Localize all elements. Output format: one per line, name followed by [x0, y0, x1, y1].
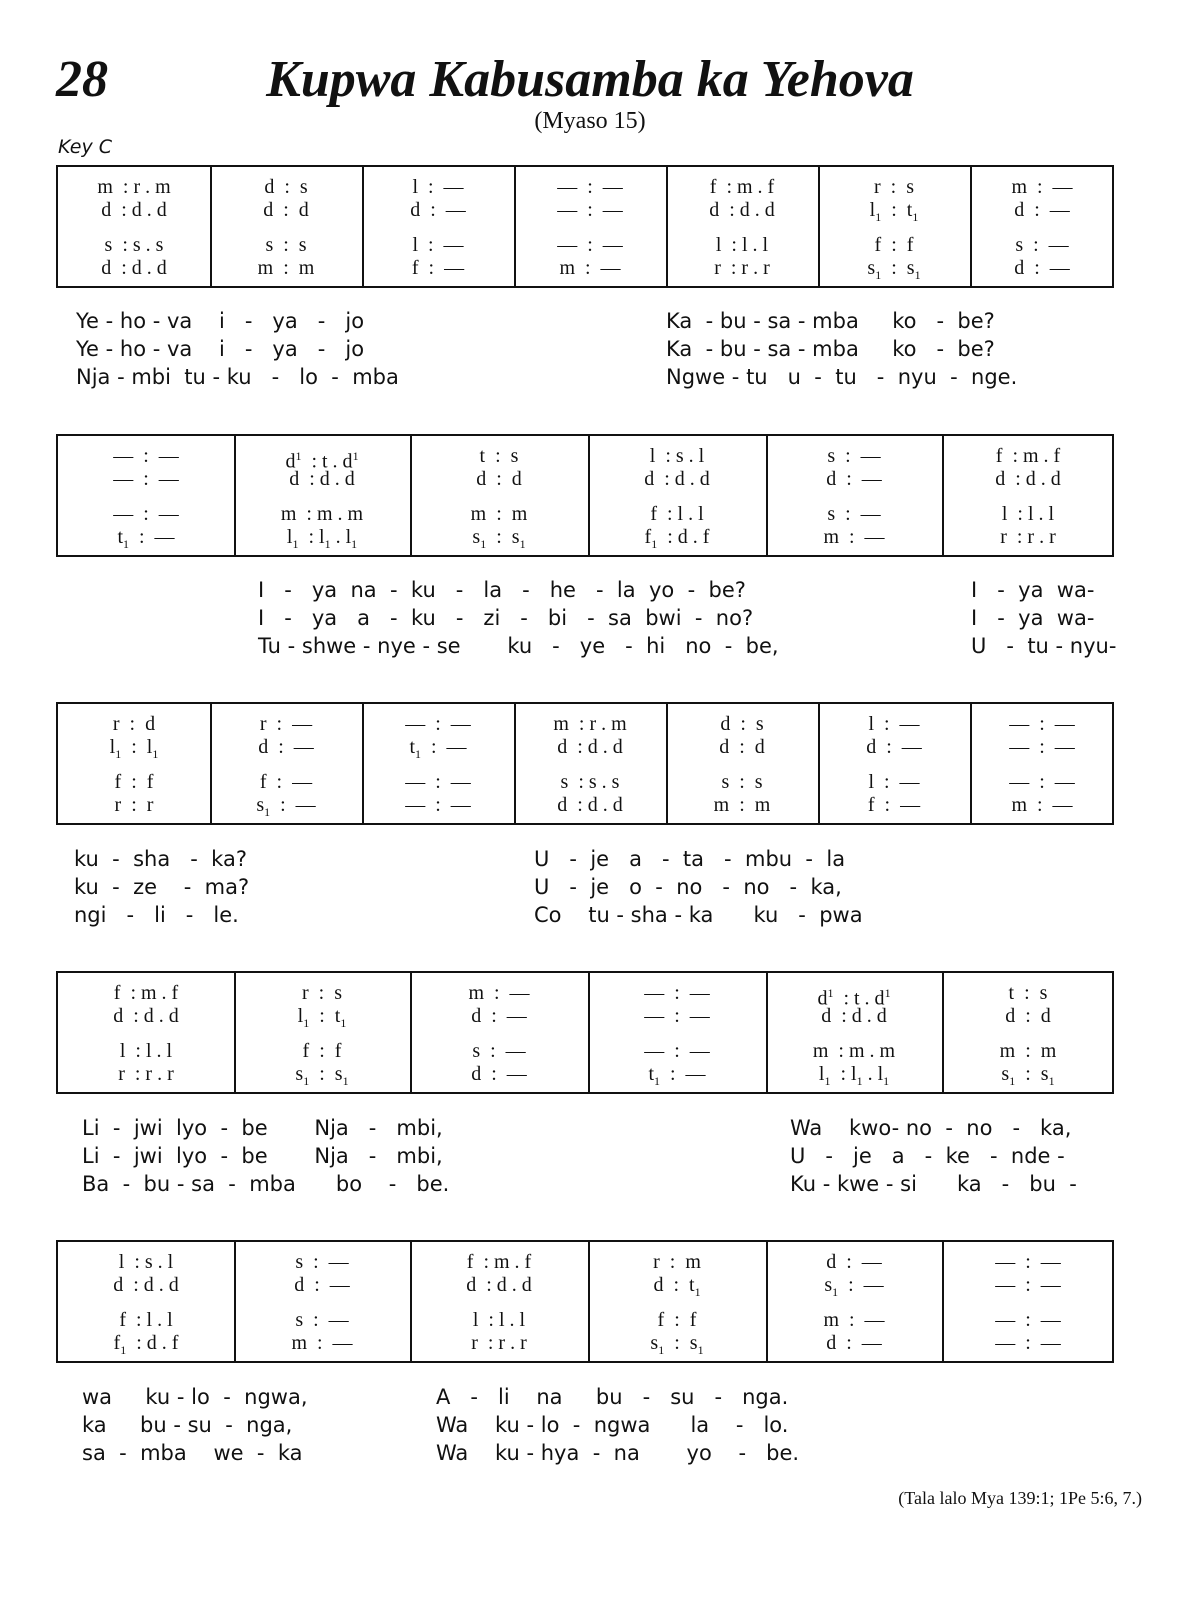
- solfa-note-cell: m : m . m: [280, 503, 364, 525]
- bar-line: [410, 1242, 412, 1361]
- solfa-note-cell: d : s: [720, 713, 764, 735]
- solfa-note-cell: d : d . d: [113, 1005, 179, 1027]
- solfa-note-cell: m : —: [823, 1309, 885, 1331]
- bar-line: [818, 167, 820, 286]
- solfa-note-cell: $s_1$ : $s_1$: [295, 1063, 349, 1088]
- solfa-note-cell: d : d: [1005, 1005, 1051, 1027]
- solfa-note-cell: $s_1$ : $s_1$: [650, 1332, 704, 1357]
- bar-line: [234, 1242, 236, 1361]
- solfa-note-cell: — : —: [995, 1274, 1061, 1296]
- lyric-line: Wa kwo- no - no - ka,: [790, 1116, 1072, 1140]
- solfa-note-cell: s : —: [827, 445, 881, 467]
- lyric-line: sa - mba we - ka: [82, 1441, 303, 1465]
- solfa-note-cell: f : f: [874, 234, 914, 256]
- solfa-note-cell: m : —: [1011, 176, 1073, 198]
- solfa-note-cell: r : r: [114, 794, 154, 816]
- solfa-note-cell: — : —: [405, 794, 471, 816]
- solfa-note-cell: d : —: [410, 199, 466, 221]
- solfa-note-cell: r : r . r: [118, 1063, 174, 1085]
- solfa-note-cell: m : —: [823, 526, 885, 548]
- lyric-line: U - je a - ta - mbu - la: [534, 847, 846, 871]
- solfa-note-cell: — : —: [1009, 736, 1075, 758]
- lyric-line: Ye - ho - va i - ya - jo: [76, 309, 365, 333]
- solfa-note-cell: — : —: [113, 503, 179, 525]
- music-system: [56, 165, 1114, 288]
- solfa-note-cell: $s_1$ : $s_1$: [472, 526, 526, 551]
- lyric-line: I - ya na - ku - la - he - la yo - be?: [258, 578, 746, 602]
- lyric-line: Ka - bu - sa - mba ko - be?: [666, 309, 995, 333]
- solfa-note-cell: $t_1$ : —: [117, 526, 175, 551]
- lyric-line: U - tu - nyu-: [971, 634, 1117, 658]
- bar-line: [970, 704, 972, 823]
- solfa-note-cell: — : —: [995, 1309, 1061, 1331]
- solfa-note-cell: d : d . d: [557, 736, 623, 758]
- solfa-note-cell: d : —: [826, 1332, 882, 1354]
- lyric-line: Tu - shwe - nye - se ku - ye - hi no - be,: [258, 634, 779, 658]
- solfa-note-cell: $s_1$ : $s_1$: [867, 257, 921, 282]
- solfa-note-cell: r : d: [112, 713, 156, 735]
- bar-line: [942, 436, 944, 555]
- bar-line: [410, 436, 412, 555]
- solfa-note-cell: f : l . l: [119, 1309, 173, 1331]
- solfa-note-cell: r : —: [259, 713, 313, 735]
- solfa-note-cell: m : m: [713, 794, 771, 816]
- bar-line: [362, 704, 364, 823]
- bar-line: [766, 436, 768, 555]
- music-system: [56, 971, 1114, 1094]
- solfa-note-cell: — : —: [644, 1040, 710, 1062]
- lyric-line: Ka - bu - sa - mba ko - be?: [666, 337, 995, 361]
- lyric-line: ku - sha - ka?: [74, 847, 247, 871]
- bar-line: [766, 973, 768, 1092]
- lyric-line: I - ya wa-: [971, 578, 1095, 602]
- solfa-note-cell: $l_1$ : $t_1$: [297, 1005, 347, 1030]
- solfa-note-cell: d : —: [294, 1274, 350, 1296]
- solfa-note-cell: d : s: [264, 176, 308, 198]
- solfa-note-cell: t : s: [1008, 982, 1048, 1004]
- solfa-note-cell: $f_1$ : d . f: [644, 526, 710, 551]
- solfa-note-cell: $t_1$ : —: [409, 736, 467, 761]
- bar-line: [818, 704, 820, 823]
- lyric-line: I - ya wa-: [971, 606, 1095, 630]
- solfa-note-cell: d : —: [471, 1063, 527, 1085]
- solfa-note-cell: l : l . l: [1001, 503, 1055, 525]
- bar-line: [588, 1242, 590, 1361]
- bar-line: [970, 167, 972, 286]
- key-signature: Key C: [58, 136, 113, 158]
- solfa-note-cell: d : —: [866, 736, 922, 758]
- bar-line: [234, 973, 236, 1092]
- solfa-note-cell: m : —: [468, 982, 530, 1004]
- solfa-note-cell: r : s: [302, 982, 342, 1004]
- bar-line: [210, 167, 212, 286]
- solfa-note-cell: r : r . r: [1000, 526, 1056, 548]
- bar-line: [942, 1242, 944, 1361]
- solfa-note-cell: f : m . f: [113, 982, 179, 1004]
- solfa-note-cell: s : s . s: [560, 771, 620, 793]
- solfa-note-cell: d : d: [719, 736, 765, 758]
- solfa-note-cell: d : d . d: [101, 199, 167, 221]
- solfa-note-cell: f : m . f: [466, 1251, 532, 1273]
- bar-line: [588, 436, 590, 555]
- hymn-number: 28: [56, 51, 108, 108]
- solfa-note-cell: $t_1$ : —: [648, 1063, 706, 1088]
- solfa-note-cell: d : —: [826, 1251, 882, 1273]
- solfa-note-cell: — : —: [557, 176, 623, 198]
- solfa-note-cell: l : l . l: [119, 1040, 173, 1062]
- solfa-note-cell: — : —: [557, 199, 623, 221]
- lyric-line: Ngwe - tu u - tu - nyu - nge.: [666, 365, 1018, 389]
- bar-line: [666, 167, 668, 286]
- solfa-note-cell: d : d . d: [995, 468, 1061, 490]
- lyric-line: ka bu - su - nga,: [82, 1413, 293, 1437]
- solfa-note-cell: s : —: [295, 1251, 349, 1273]
- solfa-note-cell: — : —: [1009, 771, 1075, 793]
- bar-line: [514, 704, 516, 823]
- solfa-note-cell: d : d . d: [113, 1274, 179, 1296]
- solfa-note-cell: r : r . r: [714, 257, 770, 279]
- solfa-note-cell: l : —: [868, 771, 920, 793]
- solfa-note-cell: d : d . d: [466, 1274, 532, 1296]
- lyric-line: A - li na bu - su - nga.: [436, 1385, 789, 1409]
- solfa-note-cell: l : —: [412, 234, 464, 256]
- solfa-note-cell: f : —: [411, 257, 465, 279]
- solfa-note-cell: d : —: [258, 736, 314, 758]
- music-system: [56, 434, 1114, 557]
- solfa-note-cell: r : r . r: [471, 1332, 527, 1354]
- solfa-note-cell: d : —: [826, 468, 882, 490]
- solfa-note-cell: $l_1$ : $l_1$ . $l_1$: [818, 1063, 890, 1088]
- bar-line: [942, 973, 944, 1092]
- bar-line: [410, 973, 412, 1092]
- solfa-note-cell: $s_1$ : —: [824, 1274, 884, 1299]
- solfa-note-cell: d : d . d: [821, 1005, 887, 1027]
- solfa-note-cell: — : —: [405, 713, 471, 735]
- bar-line: [514, 167, 516, 286]
- lyric-line: Ye - ho - va i - ya - jo: [76, 337, 365, 361]
- bar-line: [588, 973, 590, 1092]
- lyric-line: U - je o - no - no - ka,: [534, 875, 842, 899]
- solfa-note-cell: l : —: [412, 176, 464, 198]
- lyric-line: U - je a - ke - nde -: [790, 1144, 1065, 1168]
- music-system: [56, 702, 1114, 825]
- solfa-note-cell: — : —: [405, 771, 471, 793]
- bar-line: [766, 1242, 768, 1361]
- hymn-title: Kupwa Kabusamba ka Yehova: [266, 51, 914, 108]
- solfa-note-cell: d : d . d: [289, 468, 355, 490]
- solfa-note-cell: — : —: [1009, 713, 1075, 735]
- solfa-note-cell: d : —: [1014, 257, 1070, 279]
- solfa-note-cell: f : —: [867, 794, 921, 816]
- solfa-note-cell: $s_1$ : $s_1$: [1001, 1063, 1055, 1088]
- solfa-note-cell: f : f: [302, 1040, 342, 1062]
- bar-line: [362, 167, 364, 286]
- solfa-note-cell: s : —: [827, 503, 881, 525]
- lyric-line: I - ya a - ku - zi - bi - sa bwi - no?: [258, 606, 754, 630]
- solfa-note-cell: m : m: [470, 503, 528, 525]
- solfa-note-cell: f : m . f: [709, 176, 775, 198]
- solfa-note-cell: — : —: [113, 468, 179, 490]
- solfa-note-cell: — : —: [644, 982, 710, 1004]
- solfa-note-cell: — : —: [995, 1332, 1061, 1354]
- solfa-note-cell: s : —: [295, 1309, 349, 1331]
- solfa-note-cell: d : d . d: [709, 199, 775, 221]
- lyric-line: wa ku - lo - ngwa,: [82, 1385, 308, 1409]
- bar-line: [210, 704, 212, 823]
- solfa-note-cell: f : m . f: [995, 445, 1061, 467]
- lyric-line: Ba - bu - sa - mba bo - be.: [82, 1172, 450, 1196]
- lyric-line: Nja - mbi tu - ku - lo - mba: [76, 365, 399, 389]
- solfa-note-cell: m : —: [291, 1332, 353, 1354]
- solfa-note-cell: l : —: [868, 713, 920, 735]
- scripture-reference: (Tala lalo Mya 139:1; 1Pe 5:6, 7.): [898, 1488, 1142, 1508]
- solfa-note-cell: $l_1$ : $l_1$ . $l_1$: [286, 526, 358, 551]
- solfa-note-cell: s : s: [265, 234, 307, 256]
- bar-line: [666, 704, 668, 823]
- solfa-note-cell: — : —: [557, 234, 623, 256]
- solfa-note-cell: d : d . d: [101, 257, 167, 279]
- lyric-line: Wa ku - hya - na yo - be.: [436, 1441, 800, 1465]
- solfa-note-cell: m : m: [999, 1040, 1057, 1062]
- solfa-note-cell: m : r . m: [97, 176, 171, 198]
- lyric-line: Ku - kwe - si ka - bu -: [790, 1172, 1077, 1196]
- bar-line: [234, 436, 236, 555]
- solfa-note-cell: d : d: [263, 199, 309, 221]
- solfa-note-cell: $l_1$ : $t_1$: [869, 199, 919, 224]
- solfa-note-cell: f : f: [114, 771, 154, 793]
- solfa-note-cell: l : l . l: [472, 1309, 526, 1331]
- solfa-note-cell: s : s . s: [104, 234, 164, 256]
- hymn-subtitle: (Myaso 15): [534, 108, 646, 134]
- solfa-note-cell: m : r . m: [553, 713, 627, 735]
- lyric-line: Wa ku - lo - ngwa la - lo.: [436, 1413, 789, 1437]
- solfa-note-cell: $l_1$ : $l_1$: [109, 736, 159, 761]
- solfa-note-cell: — : —: [644, 1005, 710, 1027]
- music-system: [56, 1240, 1114, 1363]
- solfa-note-cell: l : s . l: [649, 445, 705, 467]
- solfa-note-cell: s : —: [1015, 234, 1069, 256]
- solfa-note-cell: f : —: [259, 771, 313, 793]
- solfa-note-cell: $d^1$ : t . $d^1$: [285, 449, 359, 473]
- solfa-note-cell: f : l . l: [650, 503, 704, 525]
- solfa-note-cell: d : —: [1014, 199, 1070, 221]
- solfa-note-cell: r : m: [653, 1251, 701, 1273]
- solfa-note-cell: d : d . d: [644, 468, 710, 490]
- lyric-line: ku - ze - ma?: [74, 875, 250, 899]
- solfa-note-cell: d : $t_1$: [653, 1274, 701, 1299]
- solfa-note-cell: $s_1$ : —: [256, 794, 316, 819]
- solfa-note-cell: l : l . l: [715, 234, 769, 256]
- solfa-note-cell: d : —: [471, 1005, 527, 1027]
- solfa-note-cell: — : —: [113, 445, 179, 467]
- solfa-note-cell: d : d: [476, 468, 522, 490]
- solfa-note-cell: r : s: [874, 176, 914, 198]
- solfa-note-cell: m : m . m: [812, 1040, 896, 1062]
- solfa-note-cell: s : s: [721, 771, 763, 793]
- solfa-note-cell: $d^1$ : t . $d^1$: [817, 986, 891, 1010]
- solfa-note-cell: m : —: [1011, 794, 1073, 816]
- solfa-note-cell: m : —: [559, 257, 621, 279]
- solfa-note-cell: d : d . d: [557, 794, 623, 816]
- solfa-note-cell: f : f: [657, 1309, 697, 1331]
- lyric-line: Co tu - sha - ka ku - pwa: [534, 903, 863, 927]
- lyric-line: ngi - li - le.: [74, 903, 239, 927]
- solfa-note-cell: m : m: [257, 257, 315, 279]
- solfa-note-cell: t : s: [479, 445, 519, 467]
- solfa-note-cell: l : s . l: [118, 1251, 174, 1273]
- lyric-line: Li - jwi lyo - be Nja - mbi,: [82, 1144, 443, 1168]
- solfa-note-cell: s : —: [472, 1040, 526, 1062]
- lyric-line: Li - jwi lyo - be Nja - mbi,: [82, 1116, 443, 1140]
- solfa-note-cell: — : —: [995, 1251, 1061, 1273]
- solfa-note-cell: $f_1$ : d . f: [113, 1332, 179, 1357]
